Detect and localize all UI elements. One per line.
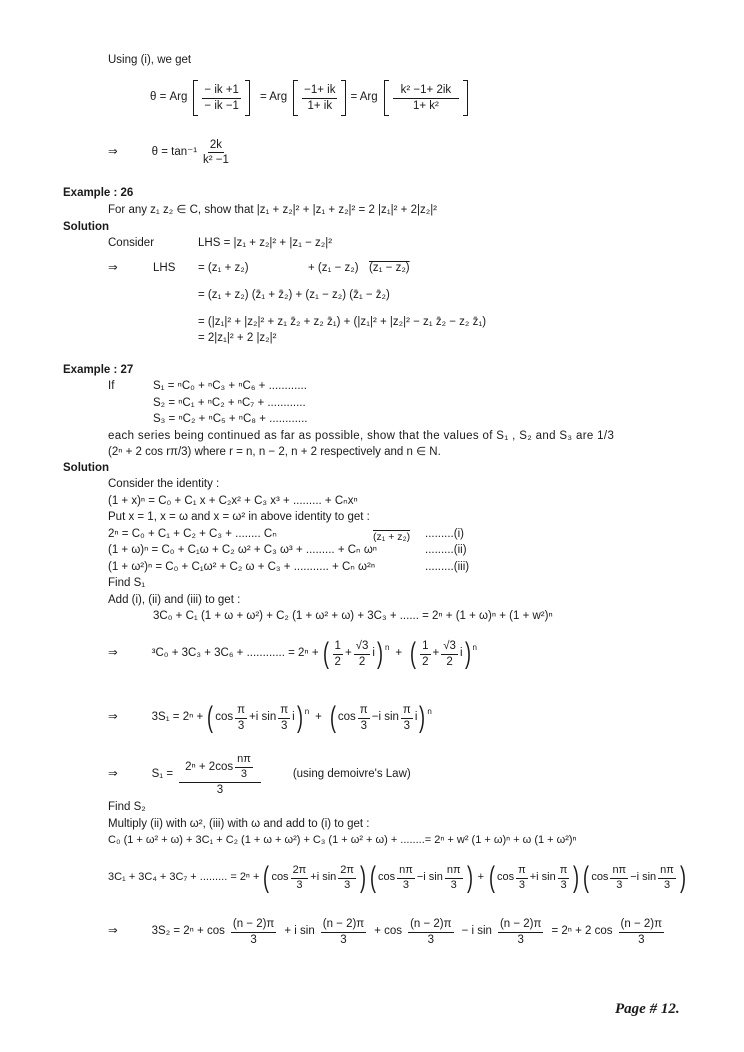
fraction-numerator: 2k xyxy=(208,138,224,153)
find-s2: Find S₂ xyxy=(108,801,146,813)
add-equations-text: Add (i), (ii) and (iii) to get : xyxy=(108,594,241,606)
substitution-text: Put x = 1, x = ω and x = ω² in above identity to get : xyxy=(108,511,370,523)
fraction-numerator: −1+ ik xyxy=(302,83,337,98)
lhs-step-4: = 2|z₁|² + 2 |z₂|² xyxy=(198,332,277,344)
bracket-3 xyxy=(384,80,469,116)
s1-result-line: ⇒ S₁ = 2ⁿ + 2cos $\frac{n\pi}{3}$ 3 (using demoivre's Law) xyxy=(108,753,411,796)
equation-i-label: .........(i) xyxy=(425,528,464,540)
bracket-2 xyxy=(293,80,346,116)
s2-expansion-line: 3C₁ + 3C₄ + 3C₇ + ......... = 2ⁿ + ( cos $\frac{2\pi}{3}$ + i sin $\frac{2\pi}{3}$ ) ( cos $\frac{n\pi}{3}$ − i sin $\frac{n\pi}{3}$ ) + ( cos $\frac{\pi}{3}$ + i sin $\frac{\pi}{3}$ ) ( cos $\frac{n\pi}{3}$ − i sin $\frac{n\pi}{3}$ ) xyxy=(108,861,686,894)
example-27-statement-1: each series being continued as far as possible, show that the values of S₁ , S₂ and S₃ are 1/3 xyxy=(108,430,615,442)
implies-symbol: ⇒ xyxy=(108,925,118,938)
stray-overline-expression: (z₁ + z₂) xyxy=(373,531,411,543)
s1-expansion-line: ⇒ ³C₀ + 3C₃ + 3C₆ + ............ = 2ⁿ + ( $\frac{1}{2}$ + $\frac{√3}{2}$ i ) n + ( $\frac{1}{2}$ + $\frac{√3}{2}$ i ) n xyxy=(108,637,477,670)
demoivre-note: (using demoivre's Law) xyxy=(292,768,411,781)
s1-expansion-lhs: ³C₀ + 3C₃ + 3C₆ + ............ = 2ⁿ + xyxy=(151,647,319,660)
lhs-label: LHS xyxy=(153,262,176,274)
theta-arg-equation xyxy=(150,80,468,116)
fraction-numerator: − ik +1 xyxy=(202,83,241,98)
binomial-identity: (1 + x)ⁿ = C₀ + C₁ x + C₂x² + C₃ x³ + ......... + Cₙxⁿ xyxy=(108,495,358,507)
equals-arg: = Arg xyxy=(259,91,288,104)
example-27-statement-2: (2ⁿ + 2 cos rπ/3) where r = n, n − 2, n + 2 respectively and n ∈ N. xyxy=(108,446,441,458)
solution-heading: Solution xyxy=(63,462,109,474)
find-s1: Find S₁ xyxy=(108,577,146,589)
lhs-step-1a: = (z₁ + z₂) xyxy=(198,262,249,274)
lhs-definition: LHS = |z₁ + z₂|² + |z₁ − z₂|² xyxy=(198,237,333,249)
implies-symbol: ⇒ xyxy=(108,647,118,660)
fraction-denominator: 1+ ik xyxy=(307,99,333,112)
if-label: If xyxy=(108,380,115,392)
s1-equals: S₁ = xyxy=(151,768,174,781)
fraction-denominator: 1+ k² xyxy=(412,99,439,112)
s2-expansion-lhs: 3C₁ + 3C₄ + 3C₇ + ......... = 2ⁿ + xyxy=(108,871,260,884)
series-s2: S₂ = ⁿC₁ + ⁿC₂ + ⁿC₇ + ............ xyxy=(153,397,306,409)
implies-symbol: ⇒ xyxy=(108,711,118,724)
lhs-step-3: = (|z₁|² + |z₂|² + z₁ z̄₂ + z₂ z̄₁) + (|z₁|² + |z₂|² − z₁ z̄₂ − z₂ z̄₁) xyxy=(198,316,487,328)
three-s2-lhs: 3S₂ = 2ⁿ + cos xyxy=(151,925,225,938)
s2-sum-line: C₀ (1 + ω² + ω) + 3C₁ + C₂ (1 + ω + ω²) + C₃ (1 + ω² + ω) + ........= 2ⁿ + w² (1 + ω)ⁿ + ω (1 + ω²)ⁿ xyxy=(108,834,577,846)
page-number: Page # 12. xyxy=(615,1001,680,1017)
lhs-step-1c: (z₁ − z₂) xyxy=(369,262,410,274)
equation-iii-label: .........(iii) xyxy=(425,561,470,573)
example-26-heading: Example : 26 xyxy=(63,187,134,199)
equals-arg: = Arg xyxy=(350,91,378,104)
equation-ii-label: .........(ii) xyxy=(425,544,467,556)
three-s1-lhs: 3S₁ = 2ⁿ + xyxy=(151,711,204,724)
fraction-denominator: k² −1 xyxy=(203,154,229,167)
lhs-step-1b: + (z₁ − z₂) xyxy=(308,262,359,274)
theta-tan-equation xyxy=(108,138,233,168)
implies-symbol: ⇒ xyxy=(108,768,118,781)
equation-ii: (1 + ω)ⁿ = C₀ + C₁ω + C₂ ω² + C₃ ω³ + ......... + Cₙ ωⁿ xyxy=(108,544,377,556)
equation-i: 2ⁿ = C₀ + C₁ + C₂ + C₃ + ........ Cₙ xyxy=(108,528,277,540)
fraction-denominator: − ik −1 xyxy=(204,99,239,112)
series-s3: S₃ = ⁿC₂ + ⁿC₅ + ⁿC₈ + ............ xyxy=(153,413,308,425)
solution-heading: Solution xyxy=(63,221,109,233)
consider-label: Consider xyxy=(108,237,155,249)
sum-line: 3C₀ + C₁ (1 + ω + ω²) + C₂ (1 + ω² + ω) + 3C₃ + ...... = 2ⁿ + (1 + ω)ⁿ + (1 + w²)ⁿ xyxy=(153,610,553,622)
implies-symbol: ⇒ xyxy=(108,262,118,274)
implies-symbol: ⇒ xyxy=(108,145,118,158)
lhs-step-2: = (z₁ + z₂) (z̄₁ + z̄₂) + (z₁ − z₂) (z̄₁ − z̄₂) xyxy=(198,289,390,301)
theta-tan-label: θ = tan⁻¹ xyxy=(151,145,198,158)
equation-iii: (1 + ω²)ⁿ = C₀ + C₁ω² + C₂ ω + C₃ + ........... + Cₙ ω²ⁿ xyxy=(108,561,376,573)
example-26-statement: For any z₁ z₂ ∈ C, show that |z₁ + z₂|² + |z₁ + z₂|² = 2 |z₁|² + 2|z₂|² xyxy=(108,204,438,216)
example-27-heading: Example : 27 xyxy=(63,364,134,376)
multiply-text: Multiply (ii) with ω², (iii) with ω and add to (i) to get : xyxy=(108,818,370,830)
theta-arg-label: θ = Arg xyxy=(150,91,188,104)
bracket-1 xyxy=(193,80,250,116)
fraction-numerator: k² −1+ 2ik xyxy=(393,83,460,98)
three-s1-line: ⇒ 3S₁ = 2ⁿ + ( cos $\frac{\pi}{3}$ + i sin $\frac{\pi}{3}$ i ) n + ( cos $\frac{\pi}{3}$ − i sin $\frac{\pi}{3}$ i ) n xyxy=(108,701,432,734)
series-s1: S₁ = ⁿC₀ + ⁿC₃ + ⁿC₆ + ............ xyxy=(153,380,307,392)
three-s2-line: ⇒ 3S₂ = 2ⁿ + cos $\frac{(n - 2)\pi}{3}$ + i sin $\frac{(n - 2)\pi}{3}$ + cos $\frac{(n - 2)\pi}{3}$ − i sin $\frac{(n - 2)\pi}{3}$ = 2ⁿ + 2 cos $\frac{(n - 2)\pi}{3}$ xyxy=(108,918,663,946)
consider-identity: Consider the identity : xyxy=(108,478,220,490)
intro-text: Using (i), we get xyxy=(108,54,192,66)
